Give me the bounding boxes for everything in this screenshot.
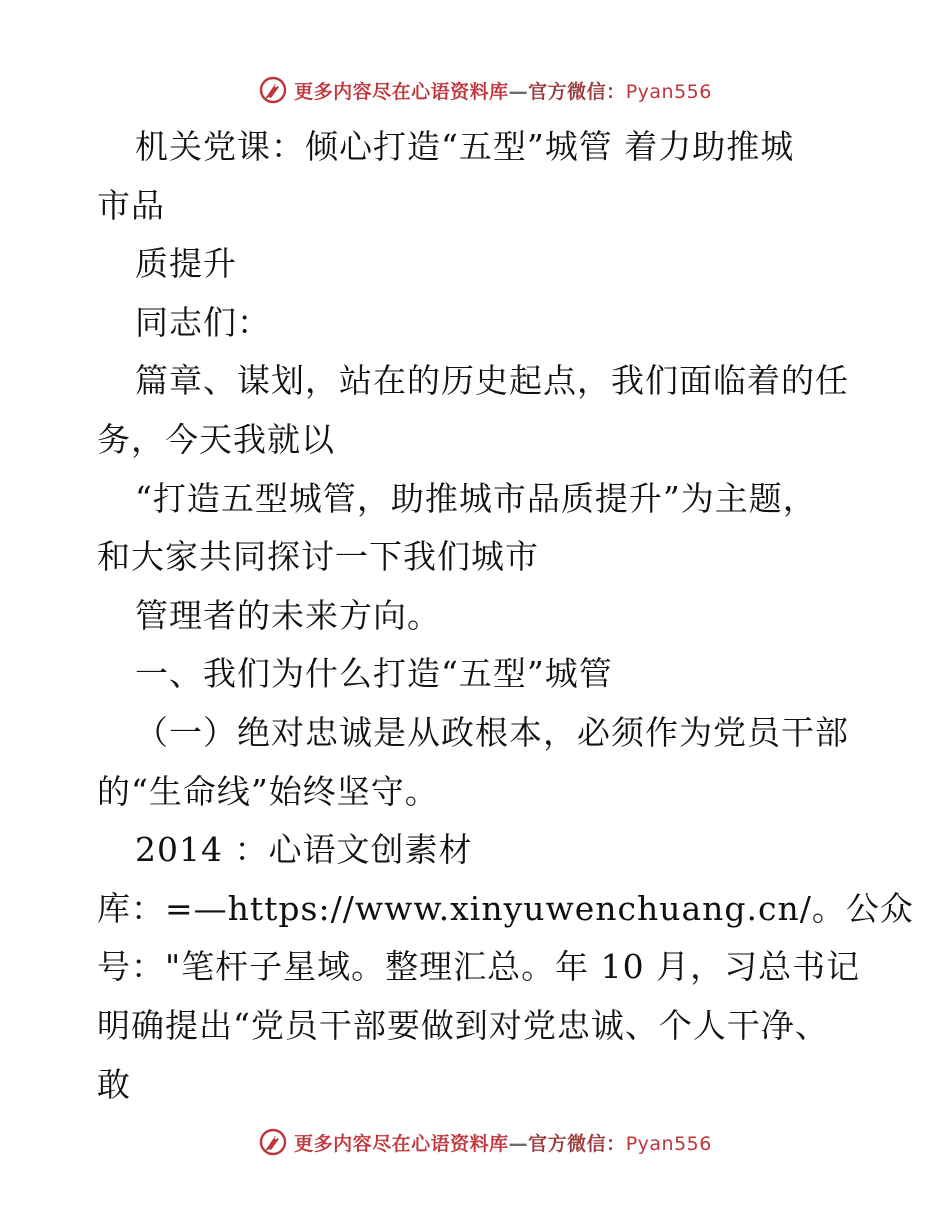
doc-salutation: 同志们： (135, 302, 271, 342)
footer-watermark (0, 1122, 950, 1162)
doc-title-line-3: 质提升 (135, 244, 237, 284)
watermark-text (294, 77, 712, 104)
doc-title-line-1: 机关党课：倾心打造“五型”城管 着力助推城 (135, 127, 795, 166)
doc-paragraph-line: 管理者的未来方向。 (135, 595, 441, 635)
pen-nib-logo-icon (258, 1127, 288, 1157)
watermark-group (258, 75, 712, 105)
doc-paragraph-line: 的“生命线”始终坚守。 (97, 771, 439, 811)
doc-paragraph-line: 篇章、谋划，站在的历史起点，我们面临着的任 (135, 361, 849, 401)
watermark-wechat-id: Pyan556 (625, 1132, 712, 1155)
doc-paragraph-line: 务，今天我就以 (97, 419, 335, 459)
doc-title-line-2: 市品 (97, 185, 165, 225)
doc-paragraph-line: 2014 ：心语文创素材 (135, 830, 473, 870)
doc-paragraph-line: 明确提出“党员干部要做到对党忠诚、个人干净、 (97, 1005, 829, 1045)
doc-subsection-heading: （一）绝对忠诚是从政根本，必须作为党员干部 (135, 712, 849, 752)
watermark-text (294, 1129, 712, 1156)
watermark-wechat-label: 官方微信： (528, 80, 626, 103)
doc-paragraph-line: 号："笔杆子星域。整理汇总。年 10 月，习总书记 (97, 947, 861, 987)
watermark-dash: — (508, 1132, 529, 1155)
pen-nib-logo-icon (258, 75, 288, 105)
watermark-brand: 更多内容尽在心语资料库 (294, 1132, 509, 1155)
watermark-group (258, 1127, 712, 1157)
watermark-wechat-id: Pyan556 (625, 80, 712, 103)
watermark-brand: 更多内容尽在心语资料库 (294, 80, 509, 103)
doc-paragraph-line: 敢 (97, 1064, 131, 1104)
doc-paragraph-line: “打造五型城管，助推城市品质提升”为主题， (135, 478, 817, 518)
watermark-wechat-label: 官方微信： (528, 1132, 626, 1155)
watermark-dash: — (508, 80, 529, 103)
header-watermark (0, 70, 950, 110)
doc-section-heading: 一、我们为什么打造“五型”城管 (135, 654, 613, 694)
doc-paragraph-line: 库：=—https://www.xinyuwenchuang.cn/。公众 (97, 888, 914, 928)
doc-paragraph-line: 和大家共同探讨一下我们城市 (97, 537, 539, 577)
document-body (97, 118, 914, 1114)
